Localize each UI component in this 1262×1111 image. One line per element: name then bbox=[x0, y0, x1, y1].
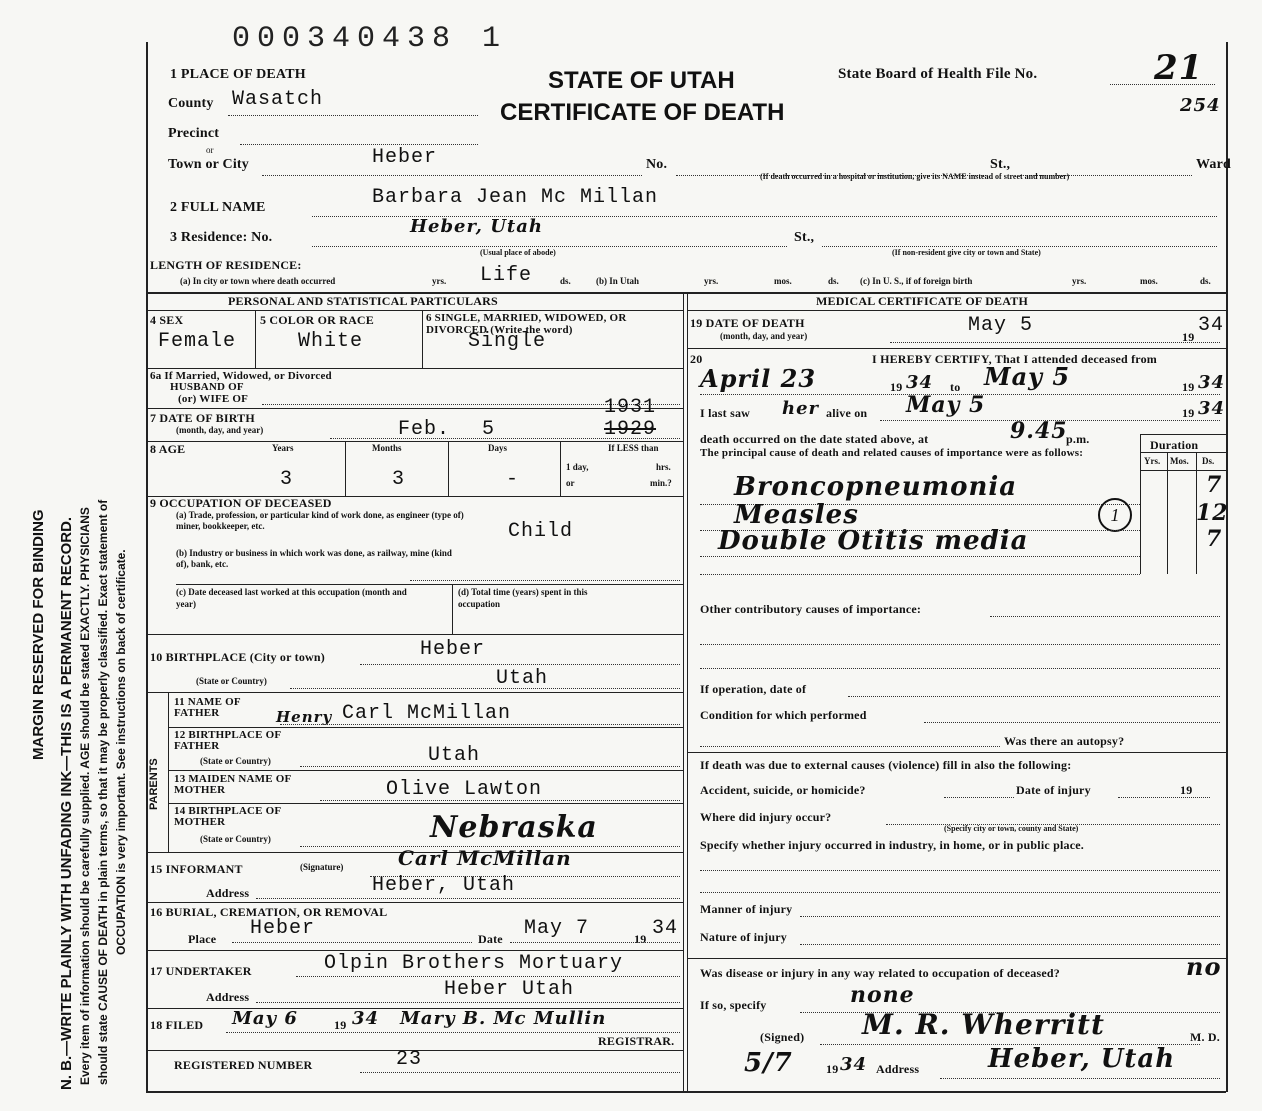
cause-1: Broncopneumonia bbox=[734, 472, 1018, 502]
margin-binding-notice: MARGIN RESERVED FOR BINDING bbox=[30, 509, 47, 760]
age-label: 8 AGE bbox=[150, 442, 186, 456]
dod-sub: (month, day, and year) bbox=[720, 331, 808, 341]
medical-header-line bbox=[687, 310, 1226, 311]
usual-abode-note: (Usual place of abode) bbox=[480, 248, 556, 257]
occ-c-divider bbox=[452, 584, 453, 634]
informant-address-line bbox=[256, 898, 680, 899]
attended-from: April 23 bbox=[700, 364, 817, 393]
residence-value: Heber, Utah bbox=[410, 216, 543, 237]
burial-label: 16 BURIAL, CREMATION, OR REMOVAL bbox=[150, 905, 388, 919]
autopsy-label: Was there an autopsy? bbox=[1004, 734, 1125, 748]
medical-header: MEDICAL CERTIFICATE OF DEATH bbox=[816, 294, 1028, 308]
or-label: or bbox=[206, 145, 214, 155]
mother-value: Olive Lawton bbox=[386, 778, 543, 801]
attended-to: May 5 bbox=[984, 362, 1071, 391]
father-label: 11 NAME OF FATHER bbox=[174, 696, 241, 719]
dob-label: 7 DATE OF BIRTH bbox=[150, 411, 255, 425]
occ-c-line-top bbox=[176, 584, 683, 585]
father-insert: Henry bbox=[276, 708, 333, 726]
dob-year-struck: 1929 bbox=[604, 418, 657, 441]
filed-year-prefix: 19 bbox=[334, 1018, 347, 1032]
condition-label: Condition for which performed bbox=[700, 708, 867, 722]
length-ds: ds. bbox=[560, 276, 571, 286]
last-saw-label: I last saw bbox=[700, 406, 751, 420]
dod-value: May 5 bbox=[968, 314, 1034, 337]
min-label: min.? bbox=[650, 478, 672, 488]
margin-instructions-3: OCCUPATION is very important. See instructions on back of certificate. bbox=[114, 549, 128, 955]
row16-line bbox=[146, 950, 683, 951]
birthplace-city: Heber bbox=[420, 638, 486, 661]
color-value: White bbox=[298, 330, 364, 353]
cause-1-days: 7 bbox=[1206, 472, 1223, 498]
residence-label: 3 Residence: No. bbox=[170, 230, 273, 245]
nature-line bbox=[800, 944, 1220, 945]
filed-line bbox=[226, 1032, 680, 1033]
precinct-line bbox=[240, 144, 478, 145]
informant-value: Carl McMillan bbox=[398, 846, 572, 870]
physician-address-label: Address bbox=[876, 1062, 920, 1076]
hospital-note: (If death occurred in a hospital or institution, give its NAME instead of street and number) bbox=[760, 172, 1070, 181]
specify-label: Specify whether injury occurred in industry, in home, or in public place. bbox=[700, 838, 1084, 852]
undertaker-address: Heber Utah bbox=[444, 978, 575, 1001]
margin-instructions-1: Every item of information should be carefully supplied. AGE should be stated EXACTLY. PHYSICIANS bbox=[78, 507, 92, 1085]
operation-section-line bbox=[687, 752, 1226, 753]
father-bp-value: Utah bbox=[428, 744, 481, 767]
length-c-ds: ds. bbox=[1200, 276, 1211, 286]
specify-line-1 bbox=[700, 870, 1220, 871]
registered-number: 23 bbox=[396, 1048, 423, 1071]
nature-label: Nature of injury bbox=[700, 930, 787, 944]
sex-value: Female bbox=[158, 330, 237, 353]
length-c-yrs: yrs. bbox=[1072, 276, 1087, 286]
residence-st-label: St., bbox=[794, 230, 815, 245]
column-divider bbox=[683, 294, 684, 1091]
alive-label: alive on bbox=[826, 406, 868, 420]
burial-date-line bbox=[510, 942, 680, 943]
informant-address: Heber, Utah bbox=[372, 874, 516, 897]
dod-year: 34 bbox=[1198, 314, 1225, 337]
where-sub: (Specify city or town, county and State) bbox=[944, 824, 1079, 833]
occupation-d: (d) Total time (years) spent in this occupation bbox=[458, 587, 588, 609]
where-label: Where did injury occur? bbox=[700, 810, 832, 824]
burial-year: 34 bbox=[652, 917, 679, 940]
informant-label: 15 INFORMANT bbox=[150, 862, 243, 876]
town-label: Town or City bbox=[168, 157, 249, 172]
reg-number-line bbox=[360, 1072, 680, 1073]
injury-date-line bbox=[1118, 797, 1210, 798]
specify-line-2 bbox=[700, 892, 1220, 893]
spouse-label-2: HUSBAND OF bbox=[170, 381, 244, 393]
row13-line bbox=[168, 803, 683, 804]
serial-number: 000340438 1 bbox=[232, 22, 508, 56]
residence-line bbox=[312, 246, 787, 247]
if-so-value: none bbox=[850, 982, 915, 1008]
registered-number-label: REGISTERED NUMBER bbox=[174, 1058, 313, 1072]
filed-date: May 6 bbox=[232, 1008, 298, 1029]
external-label: If death was due to external causes (violence) fill in also the following: bbox=[700, 758, 1072, 772]
cause-2-days: 12 bbox=[1196, 500, 1229, 526]
marital-label: 6 SINGLE, MARRIED, WIDOWED, OR DIVORCED (Write the word) bbox=[426, 312, 627, 336]
occupation-value: Child bbox=[508, 520, 574, 543]
or-min-label: or bbox=[566, 478, 575, 488]
attended-from-prefix: 19 bbox=[890, 380, 903, 394]
full-name-label: 2 FULL NAME bbox=[170, 200, 266, 215]
duration-ds: Ds. bbox=[1202, 456, 1215, 466]
last-saw-year: 34 bbox=[1198, 398, 1226, 419]
spouse-label-3: (or) WIFE OF bbox=[178, 393, 249, 405]
undertaker-label: 17 UNDERTAKER bbox=[150, 964, 252, 978]
duration-mos: Mos. bbox=[1170, 456, 1189, 466]
other-line-2 bbox=[700, 644, 1220, 645]
place-of-death-label: 1 PLACE OF DEATH bbox=[170, 67, 306, 82]
circle-mark: 1 bbox=[1098, 498, 1132, 532]
cause-4-line bbox=[700, 574, 1140, 575]
dob-year: 1931 bbox=[604, 396, 657, 419]
cause-3-days: 7 bbox=[1206, 526, 1223, 552]
undertaker-address-label: Address bbox=[206, 990, 250, 1004]
less-than-label: If LESS than bbox=[608, 443, 659, 453]
age-months: 3 bbox=[392, 468, 406, 491]
filed-label: 18 FILED bbox=[150, 1018, 204, 1032]
spouse-label-1: 6a If Married, Widowed, or Divorced bbox=[150, 370, 332, 382]
parents-label: PARENTS bbox=[148, 758, 160, 810]
title-state: STATE OF UTAH bbox=[548, 67, 735, 94]
frame-left bbox=[146, 42, 148, 1092]
informant-address-label: Address bbox=[206, 886, 250, 900]
operation-label: If operation, date of bbox=[700, 682, 807, 696]
margin-instructions-2: should state CAUSE OF DEATH in plain terms, so that it may be properly classified. Exact statement of bbox=[96, 499, 110, 1085]
file-no-label: State Board of Health File No. bbox=[838, 66, 1038, 82]
age-div-1 bbox=[345, 441, 346, 496]
attended-to-year: 34 bbox=[1198, 372, 1226, 393]
frame-right bbox=[1226, 42, 1228, 1092]
file-no-value: 21 bbox=[1154, 48, 1204, 88]
father-bp-label: 12 BIRTHPLACE OF FATHER bbox=[174, 729, 281, 752]
birthplace-state: Utah bbox=[496, 667, 549, 690]
years-label: Years bbox=[272, 443, 294, 453]
age-years: 3 bbox=[280, 468, 294, 491]
principal-text: The principal cause of death and related causes of importance were as follows: bbox=[700, 447, 1084, 459]
burial-place-line bbox=[232, 942, 472, 943]
color-divider bbox=[422, 310, 423, 368]
file-no-sub: 254 bbox=[1180, 95, 1221, 116]
attended-to-prefix: 19 bbox=[1182, 380, 1195, 394]
manner-label: Manner of injury bbox=[700, 902, 793, 916]
one-day-label: 1 day, bbox=[566, 462, 589, 472]
filed-year: 34 bbox=[352, 1008, 380, 1029]
mother-bp-label: 14 BIRTHPLACE OF MOTHER bbox=[174, 805, 281, 828]
duration-top bbox=[1140, 434, 1226, 435]
row15-line bbox=[146, 902, 683, 903]
last-saw-date: May 5 bbox=[906, 392, 986, 418]
color-label: 5 COLOR OR RACE bbox=[260, 313, 375, 327]
operation-line bbox=[848, 696, 1220, 697]
frame-bottom bbox=[146, 1091, 1226, 1093]
length-yrs: yrs. bbox=[432, 276, 447, 286]
length-b-label: (b) In Utah bbox=[596, 276, 640, 286]
undertaker-value: Olpin Brothers Mortuary bbox=[324, 952, 624, 975]
occupation-label: 9 OCCUPATION OF DECEASED bbox=[150, 496, 332, 510]
row10-line bbox=[146, 692, 683, 693]
last-saw-prefix: 19 bbox=[1182, 406, 1195, 420]
county-line bbox=[228, 115, 478, 116]
occ-related-label: Was disease or injury in any way related to occupation of deceased? bbox=[700, 966, 1060, 980]
last-saw-pronoun: her bbox=[782, 398, 820, 419]
mother-label: 13 MAIDEN NAME OF MOTHER bbox=[174, 773, 291, 796]
injury-year-prefix: 19 bbox=[1180, 783, 1193, 797]
residence-st-line bbox=[822, 246, 1217, 247]
registrar-label: REGISTRAR. bbox=[598, 1034, 675, 1048]
signed-label: (Signed) bbox=[760, 1030, 805, 1044]
parents-div bbox=[168, 692, 169, 852]
cause-3: Double Otitis media bbox=[718, 526, 1029, 556]
father-line bbox=[280, 724, 680, 725]
sign-year-prefix: 19 bbox=[826, 1062, 839, 1076]
duration-div bbox=[1140, 434, 1141, 574]
margin-permanent-record: N. B.—WRITE PLAINLY WITH UNFADING INK—THIS IS A PERMANENT RECORD. bbox=[58, 516, 75, 1090]
to-label: to bbox=[950, 380, 961, 394]
dob-day: 5 bbox=[482, 418, 496, 441]
row19-line bbox=[687, 348, 1226, 349]
registrar-signature: Mary B. Mc Mullin bbox=[400, 1008, 607, 1029]
physician-signature: M. R. Wherritt bbox=[862, 1008, 1105, 1041]
autopsy-line bbox=[700, 746, 1000, 747]
if-so-label: If so, specify bbox=[700, 998, 767, 1012]
physician-address: Heber, Utah bbox=[988, 1044, 1176, 1074]
occ-related-value: no bbox=[1186, 952, 1222, 981]
accident-label: Accident, suicide, or homicide? bbox=[700, 783, 866, 797]
other-causes-label: Other contributory causes of importance: bbox=[700, 602, 922, 616]
manner-line bbox=[800, 916, 1220, 917]
dod-year-prefix: 19 bbox=[1182, 330, 1195, 344]
occupation-c: (c) Date deceased last worked at this occupation (month and year) bbox=[176, 587, 407, 609]
precinct-label: Precinct bbox=[168, 126, 220, 141]
nonresident-note: (If non-resident give city or town and State) bbox=[892, 248, 1041, 257]
street-no-label: No. bbox=[646, 157, 668, 172]
condition-line bbox=[924, 722, 1220, 723]
birthplace-state-line bbox=[290, 688, 680, 689]
county-value: Wasatch bbox=[232, 88, 324, 111]
sex-divider bbox=[255, 310, 256, 368]
certify-text: I HEREBY CERTIFY, That I attended deceased from bbox=[872, 352, 1158, 366]
sign-year: 34 bbox=[840, 1054, 868, 1075]
county-label: County bbox=[168, 96, 214, 111]
duration-header-line bbox=[1140, 452, 1226, 453]
accident-line bbox=[944, 797, 1014, 798]
dod-label: 19 DATE OF DEATH bbox=[690, 316, 805, 330]
length-c-mos: mos. bbox=[1140, 276, 1158, 286]
cause-2: Measles bbox=[734, 500, 859, 530]
town-value: Heber bbox=[372, 146, 438, 169]
ward-label: Ward bbox=[1196, 157, 1232, 172]
days-label: Days bbox=[488, 443, 508, 453]
physician-address-line bbox=[940, 1078, 1220, 1079]
burial-place: Heber bbox=[250, 917, 316, 940]
father-bp-line bbox=[300, 766, 680, 767]
sign-date: 5/7 bbox=[744, 1048, 793, 1078]
duration-subheader-line bbox=[1140, 470, 1226, 471]
death-time-suffix: p.m. bbox=[1066, 432, 1090, 446]
length-a-label: (a) In city or town where death occurred bbox=[180, 276, 336, 286]
occupation-b: (b) Industry or business in which work was done, as railway, mine (kind of), bank, etc. bbox=[176, 548, 452, 569]
column-divider-2 bbox=[687, 294, 688, 1091]
mother-bp-sub: (State or Country) bbox=[200, 834, 271, 844]
title-certificate: CERTIFICATE OF DEATH bbox=[500, 99, 785, 126]
row6a-line bbox=[146, 408, 683, 409]
occurred-text: death occurred on the date stated above, at bbox=[700, 432, 929, 446]
personal-header-line bbox=[146, 310, 683, 311]
burial-date-label: Date bbox=[478, 932, 503, 946]
dod-line bbox=[890, 342, 1220, 343]
father-bp-sub: (State or Country) bbox=[200, 756, 271, 766]
duration-label: Duration bbox=[1150, 438, 1199, 452]
occupation-b-line bbox=[410, 580, 680, 581]
town-line bbox=[262, 175, 642, 176]
marital-value: Single bbox=[468, 330, 547, 353]
length-b-mos: mos. bbox=[774, 276, 792, 286]
attended-from-year: 34 bbox=[906, 372, 934, 393]
st-label: St., bbox=[990, 157, 1011, 172]
undertaker-line bbox=[296, 976, 680, 977]
certify-number: 20 bbox=[690, 352, 703, 366]
age-days: - bbox=[506, 468, 520, 491]
other-line-1 bbox=[990, 616, 1220, 617]
age-div-3 bbox=[560, 441, 561, 496]
row11-line bbox=[168, 727, 683, 728]
undertaker-address-line bbox=[256, 1002, 680, 1003]
row12-line bbox=[168, 770, 683, 771]
death-time: 9.45 bbox=[1010, 418, 1068, 444]
duration-yrs: Yrs. bbox=[1144, 456, 1161, 466]
birthplace-label: 10 BIRTHPLACE (City or town) bbox=[150, 650, 325, 664]
personal-header: PERSONAL AND STATISTICAL PARTICULARS bbox=[228, 294, 498, 308]
birthplace-state-label: (State or Country) bbox=[196, 676, 267, 686]
length-b-ds: ds. bbox=[828, 276, 839, 286]
age-div-2 bbox=[448, 441, 449, 496]
length-b-yrs: yrs. bbox=[704, 276, 719, 286]
row9-line bbox=[146, 634, 683, 635]
row7-line bbox=[146, 441, 683, 442]
father-value: Carl McMillan bbox=[342, 702, 512, 725]
cause-3-line bbox=[700, 556, 1140, 557]
birthplace-line bbox=[360, 664, 680, 665]
sex-label: 4 SEX bbox=[150, 313, 184, 327]
row4-line bbox=[146, 368, 683, 369]
occupation-a: (a) Trade, profession, or particular kind of work done, as engineer (type of) miner, bookkeeper, etc. bbox=[176, 510, 464, 531]
md-label: M. D. bbox=[1190, 1030, 1220, 1044]
full-name-value: Barbara Jean Mc Millan bbox=[372, 186, 659, 209]
length-of-residence-label: LENGTH OF RESIDENCE: bbox=[150, 258, 302, 272]
dob-sub: (month, day, and year) bbox=[176, 425, 264, 435]
injury-section-line bbox=[687, 958, 1226, 959]
dob-month: Feb. bbox=[398, 418, 451, 441]
length-c-label: (c) In U. S., if of foreign birth bbox=[860, 276, 973, 286]
months-label: Months bbox=[372, 443, 402, 453]
hrs-label: hrs. bbox=[656, 462, 671, 472]
mother-line bbox=[320, 800, 680, 801]
other-line-3 bbox=[700, 668, 1220, 669]
burial-place-label: Place bbox=[188, 932, 217, 946]
mother-bp-value: Nebraska bbox=[430, 810, 598, 845]
burial-date: May 7 bbox=[524, 917, 590, 940]
burial-year-prefix: 19 bbox=[634, 932, 647, 946]
injury-date-label: Date of injury bbox=[1016, 783, 1091, 797]
signature-label: (Signature) bbox=[300, 862, 344, 872]
length-life: Life bbox=[480, 264, 533, 287]
